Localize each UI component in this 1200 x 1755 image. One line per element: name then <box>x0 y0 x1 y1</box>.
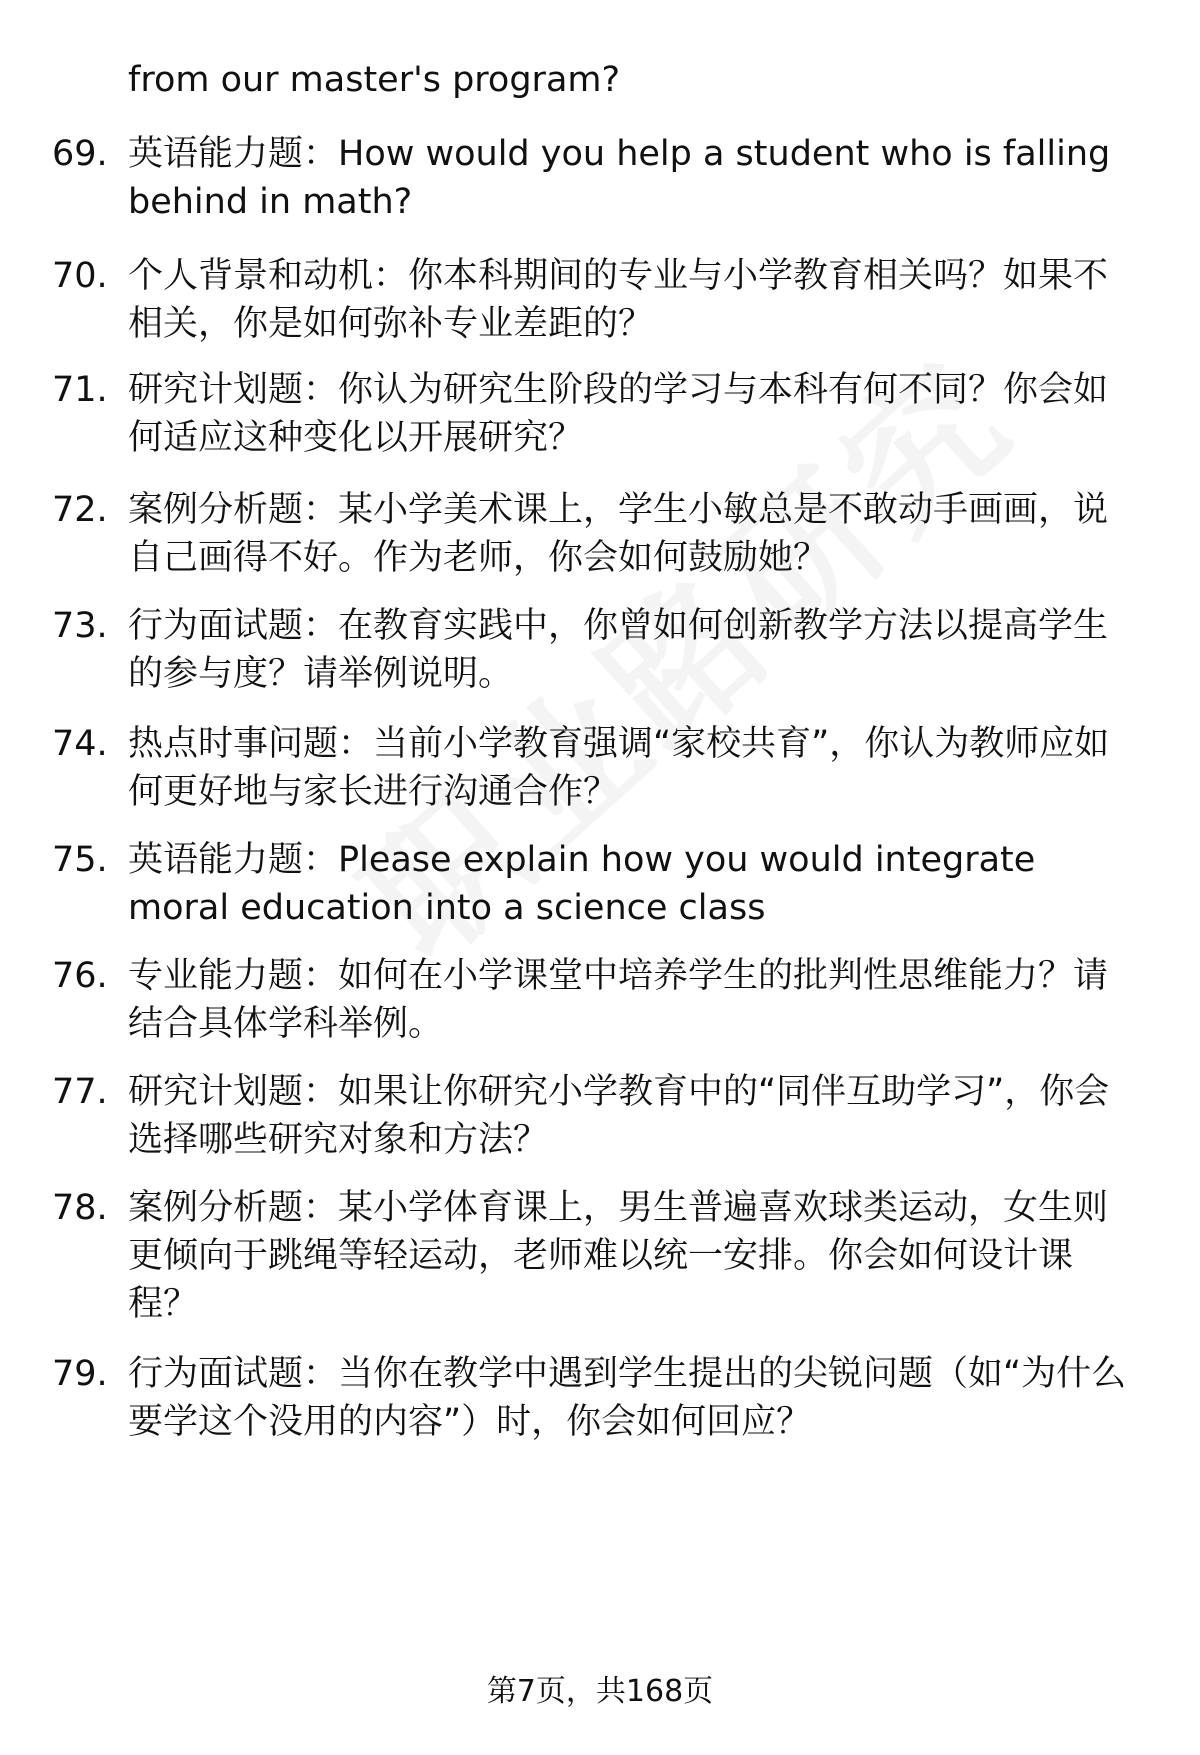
item-number: 78. <box>52 1188 108 1228</box>
item-number: 69. <box>52 134 108 174</box>
item-text: 行为面试题：在教育实践中，你曾如何创新教学方法以提高学生的参与度？请举例说明。 <box>128 606 1109 694</box>
item-number: 71. <box>52 370 108 410</box>
item-number: 77. <box>52 1072 108 1112</box>
item-text: 热点时事问题：当前小学教育强调“家校共育”，你认为教师应如何更好地与家长进行沟通合作？ <box>128 724 1110 812</box>
page-footer: 第7页，共168页 <box>486 1674 714 1709</box>
item-text: 研究计划题：如果让你研究小学教育中的“同伴互助学习”，你会选择哪些研究对象和方法？ <box>128 1072 1110 1160</box>
item-text: 专业能力题：如何在小学课堂中培养学生的批判性思维能力？请结合具体学科举例。 <box>128 956 1109 1044</box>
item-text: 案例分析题：某小学美术课上，学生小敏总是不敢动手画画，说自己画得不好。作为老师，你会如何鼓励她？ <box>128 490 1109 578</box>
item-text: 研究计划题：你认为研究生阶段的学习与本科有何不同？你会如何适应这种变化以开展研究？ <box>128 370 1109 458</box>
item-text: 个人背景和动机：你本科期间的专业与小学教育相关吗？如果不相关，你是如何弥补专业差距的？ <box>128 256 1109 344</box>
item-text: 英语能力题：How would you help a student who is falling behind in math? <box>128 134 1111 222</box>
continued-text: from our master's program? <box>128 60 621 100</box>
item-number: 76. <box>52 956 108 996</box>
item-number: 72. <box>52 490 108 530</box>
item-number: 73. <box>52 606 108 646</box>
item-number: 79. <box>52 1354 108 1394</box>
item-text: 英语能力题：Please explain how you would integrate moral education into a science class <box>128 840 1036 928</box>
item-number: 70. <box>52 256 108 296</box>
item-text: 案例分析题：某小学体育课上，男生普遍喜欢球类运动，女生则更倾向于跳绳等轻运动，老师难以统一安排。你会如何设计课程？ <box>128 1188 1109 1324</box>
item-number: 75. <box>52 840 108 880</box>
item-number: 74. <box>52 724 108 764</box>
item-text: 行为面试题：当你在教学中遇到学生提出的尖锐问题（如“为什么要学这个没用的内容”）时，你会如何回应？ <box>128 1354 1127 1442</box>
